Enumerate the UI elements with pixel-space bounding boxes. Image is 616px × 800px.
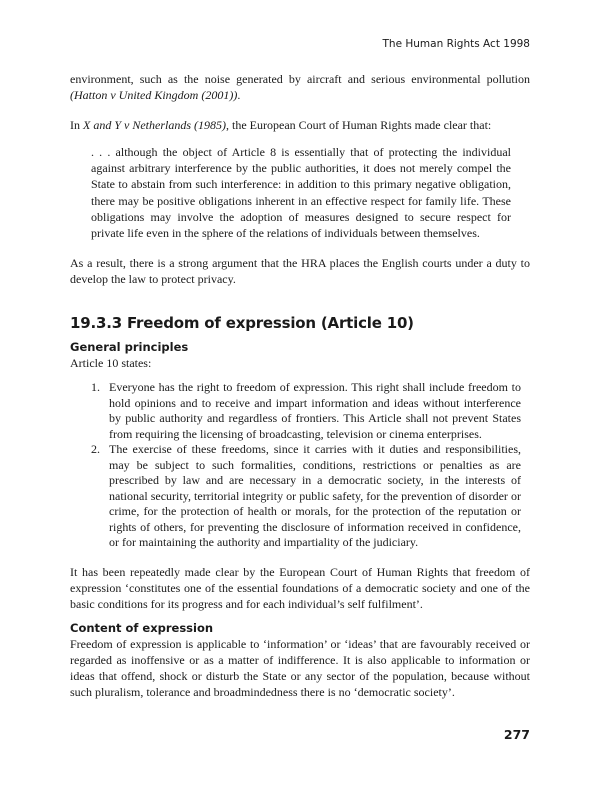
paragraph-x-and-y bbox=[70, 117, 530, 133]
page-body bbox=[70, 71, 530, 700]
article-10-list bbox=[91, 380, 521, 551]
block-quote bbox=[91, 144, 511, 241]
case-citation: (Hatton v United Kingdom (2001)) bbox=[70, 88, 238, 102]
list-item-text: The exercise of these freedoms, since it carries with it duties and responsibilities, may be subject to such formalities, conditions, restrictions or penalties as are prescribed by law and are necessary in a democratic society, in the interests of national security, territorial integrity or public safety, for the prevention of disorder or crime, for the protection of health or morals, for the protection of the reputation or rights of others, for preventing the disclosure of information received in confidence, or for maintaining the authority and impartiality of the judiciary. bbox=[109, 442, 521, 550]
section-heading: 19.3.3 Freedom of expression (Article 10) bbox=[70, 314, 414, 333]
running-head: The Human Rights Act 1998 bbox=[382, 38, 530, 50]
paragraph-content: Freedom of expression is applicable to ‘information’ or ‘ideas’ that are favourably received or regarded as inoffensive or as a matter of indifference. It is also applicable to information or ideas that offend, shock or disturb the State or any sector of the population, because without such pluralism, tolerance and broadmindedness there is no ‘democratic society’. bbox=[70, 636, 530, 699]
paragraph-hatton bbox=[70, 71, 530, 103]
case-citation: X and Y v Netherlands (1985) bbox=[83, 118, 226, 132]
book-page bbox=[70, 0, 530, 800]
list-item bbox=[91, 442, 521, 551]
paragraph-hra-duty: As a result, there is a strong argument that the HRA places the English courts under a duty to develop the law to protect privacy. bbox=[70, 256, 530, 287]
paragraph-article-intro: Article 10 states: bbox=[70, 356, 152, 371]
paragraph-foundations: It has been repeatedly made clear by the European Court of Human Rights that freedom of expression ‘constitutes one of the essential foundations of a democratic society and one of the basic conditions for its progress and for each individual’s self fulfilment’. bbox=[70, 564, 530, 611]
list-item-number: 1. bbox=[91, 380, 100, 395]
list-item-number: 2. bbox=[91, 442, 100, 457]
paragraph-lead: In bbox=[70, 118, 83, 132]
subheading-content-of-expression: Content of expression bbox=[70, 620, 214, 635]
quote-text: . . . although the object of Article 8 is essentially that of protecting the individual against arbitrary interference by the public authorities, it does not merely compel the State to abstain from such interference: in addition to this primary negative obligation, there may be positive obligations inherent in an effective respect for family life. These obligations may involve the adoption of measures designed to secure respect for private life even in the sphere of the relations of individuals between themselves. bbox=[91, 145, 511, 241]
page-number: 277 bbox=[503, 727, 530, 742]
paragraph-text: environment, such as the noise generated by aircraft and serious environmental pollution bbox=[70, 72, 530, 86]
subheading-general-principles: General principles bbox=[70, 340, 189, 355]
list-item bbox=[91, 380, 521, 442]
paragraph-text: , the European Court of Human Rights made clear that: bbox=[226, 118, 492, 132]
paragraph-end: . bbox=[237, 88, 241, 102]
list-item-text: Everyone has the right to freedom of expression. This right shall include freedom to hold opinions and to receive and impart information and ideas without interference by public authority and regardless of frontiers. This Article shall not prevent States from requiring the licensing of broadcasting, television or cinema enterprises. bbox=[109, 380, 521, 441]
